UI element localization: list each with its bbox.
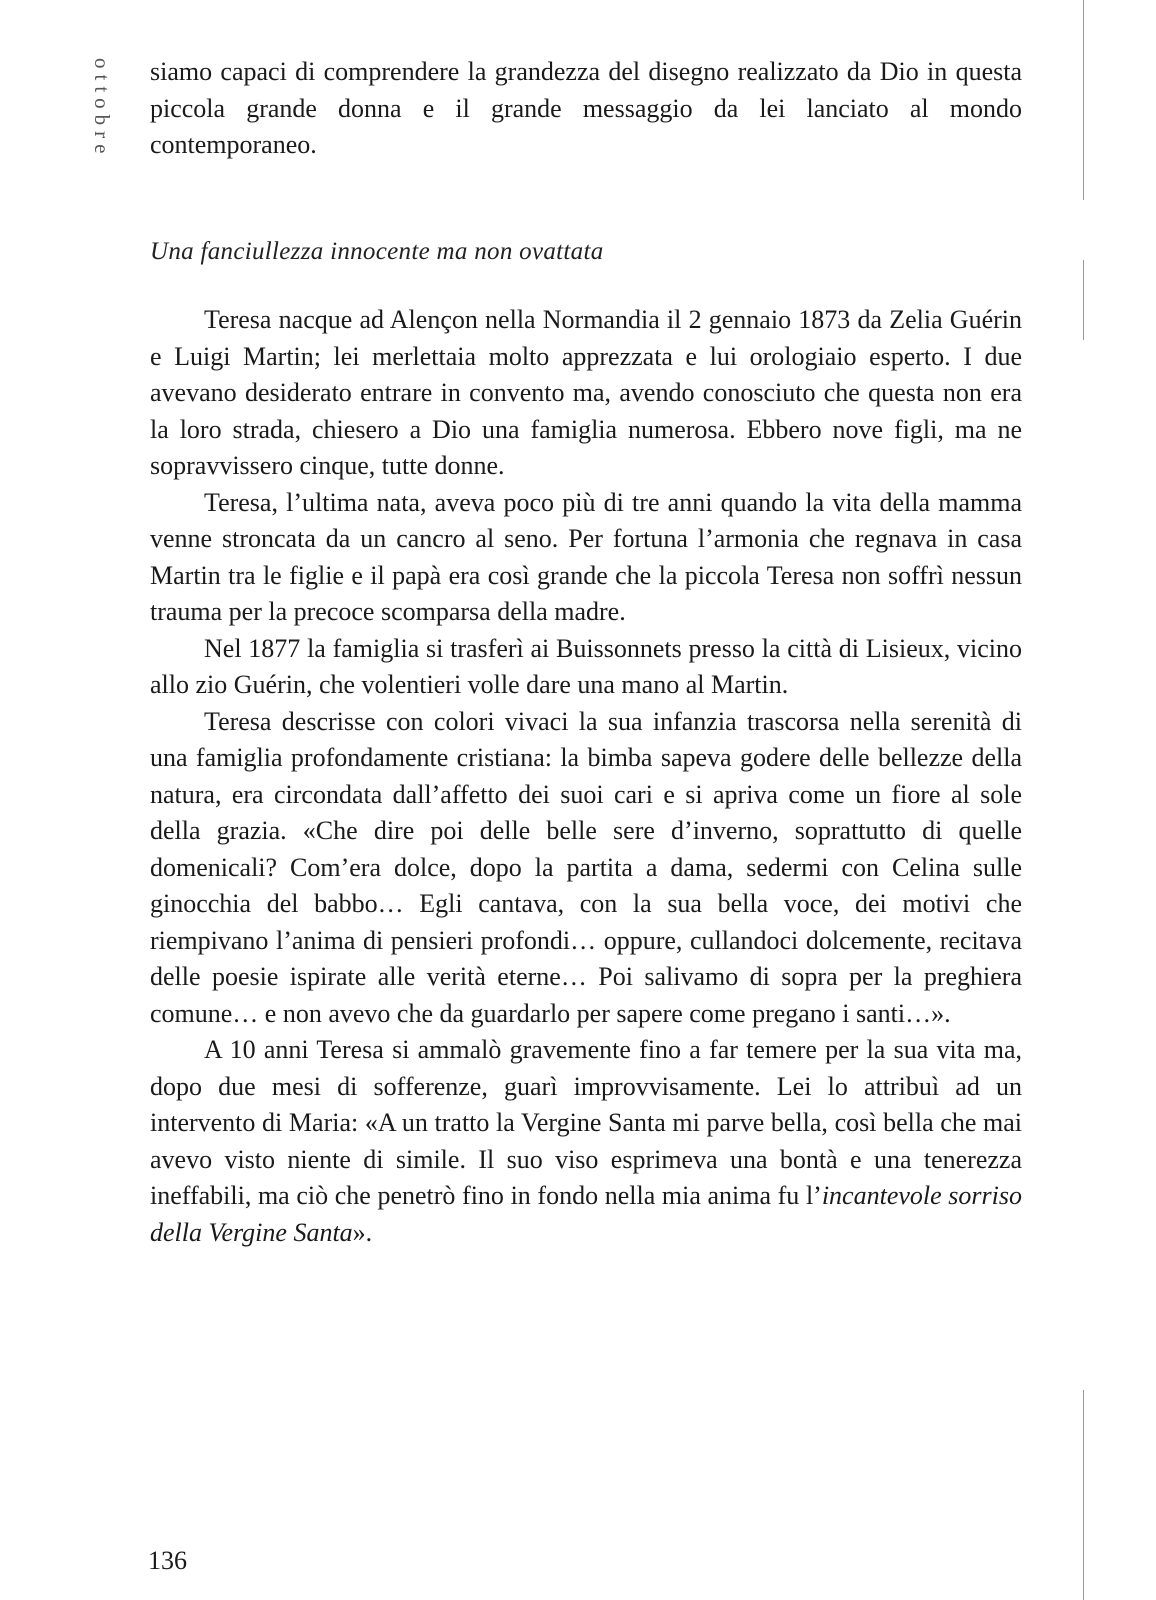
scan-margin-line: [1083, 1390, 1084, 1600]
paragraph-mother: Teresa, l’ultima nata, aveva poco più di tre anni quando la vita della mamma venne stroncata da un cancro al seno. Per fortuna l’armonia che regnava in casa Martin tra le figlie e il papà era così grande che la piccola Teresa non soffrì nessun trauma per la precoce scomparsa della madre.: [150, 487, 1022, 626]
paragraph-birth: Teresa nacque ad Alençon nella Normandia il 2 gennaio 1873 da Zelia Guérin e Luigi Martin; lei merlettaia molto apprezzata e lui orologiaio esperto. I due avevano desiderato entrare in convento ma, avendo conosciuto che questa non era la loro strada, chiesero a Dio una famiglia numerosa. Ebbero nove figli, ma ne sopravvissero cinque, tutte donne.: [150, 305, 1022, 480]
paragraph-illness-italic: incantevole sorriso della Vergine Santa: [150, 1181, 1022, 1247]
opening-paragraph: siamo capaci di comprendere la grandezza del disegno realizzato da Dio in questa piccola grande donna e il grande messaggio da lei lanciato al mondo contemporaneo.: [150, 57, 1022, 159]
paragraph-illness-text: A 10 anni Teresa si ammalò gravemente fino a far temere per la sua vita ma, dopo due mesi di sofferenze, guarì improvvisamente. Lei lo attribuì ad un intervento di Maria: «A un tratto la Vergine Santa mi parve bella, così bella che mai avevo visto niente di simile. Il suo viso esprimeva una bontà e una tenerezza ineffabili, ma ciò che penetrò fino in fondo nella mia anima fu l’: [150, 1035, 1022, 1210]
page-number: 136: [148, 1546, 187, 1575]
side-month-text: ottobre: [90, 58, 114, 160]
paragraph-illness: [150, 1032, 1022, 1251]
body-text: [150, 302, 1022, 1251]
paragraph-illness-end: ».: [352, 1217, 373, 1247]
section-title: Una fanciullezza innocente ma non ovattata: [150, 238, 604, 265]
paragraph-lisieux: Nel 1877 la famiglia si trasferì ai Buissonnets presso la città di Lisieux, vicino allo zio Guérin, che volentieri volle dare una mano al Martin.: [150, 633, 1022, 699]
opening-text: [150, 54, 1022, 164]
scan-margin-line: [1083, 260, 1084, 340]
side-month-label: [86, 56, 126, 226]
scan-margin-line: [1083, 0, 1084, 200]
paragraph-childhood: Teresa descrisse con colori vivaci la sua infanzia trascorsa nella serenità di una famiglia profondamente cristiana: la bimba sapeva godere delle bellezze della natura, era circondata dall’affetto dei suoi cari e si apriva come un fiore al sole della grazia. «Che dire poi delle belle sere d’inverno, soprattutto di quelle domenicali? Com’era dolce, dopo la partita a dama, sedermi con Celina sulle ginocchia del babbo… Egli cantava, con la sua bella voce, dei motivi che riempivano l’anima di pensieri profondi… oppure, cullandoci dolcemente, recitava delle poesie ispirate alle verità eterne… Poi salivamo di sopra per la preghiera comune… e non avevo che da guardarlo per sapere come pregano i santi…».: [150, 706, 1022, 1028]
